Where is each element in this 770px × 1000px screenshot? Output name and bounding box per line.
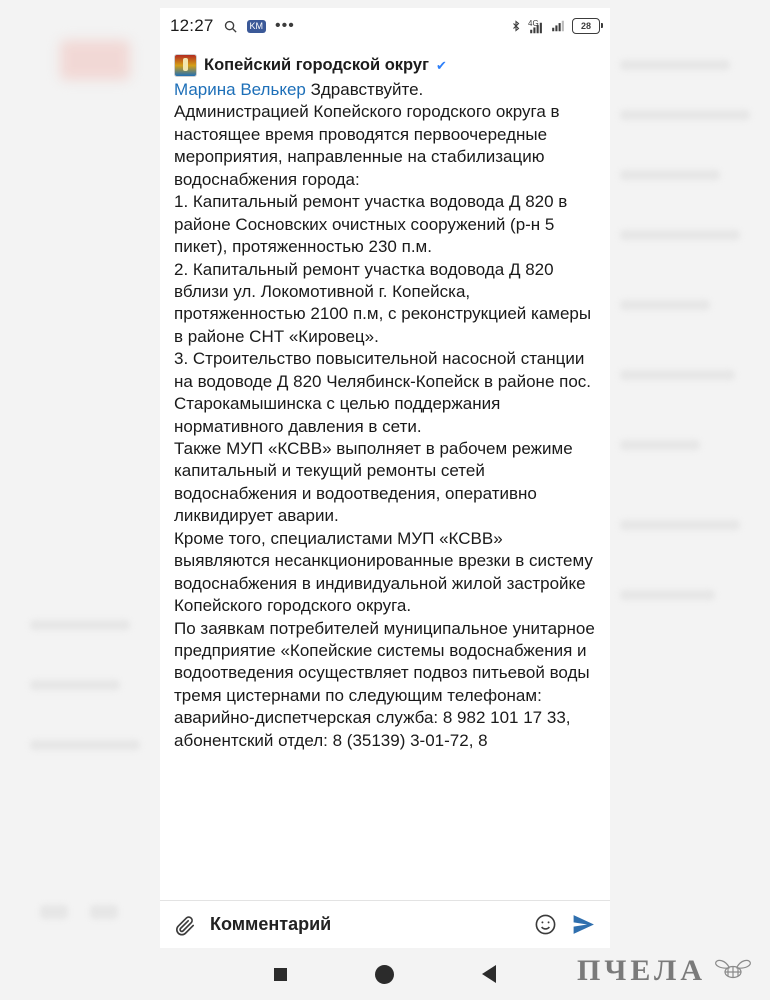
status-bar-left (170, 16, 295, 36)
background-bar (620, 110, 750, 120)
comment-input[interactable]: Комментарий (210, 914, 332, 934)
post-content (160, 44, 610, 900)
background-bar (30, 740, 140, 750)
post-paragraph-3: 2. Капитальный ремонт участка водовода Д 820 вблизи ул. Локомотивной г. Копейска, протяженностью 2100 п.м, с реконструкцией камеры в районе СНТ «Кировец». (174, 259, 592, 346)
background-bar (620, 60, 730, 70)
post-paragraph-8: абонентский отдел: 8 (35139) 3-01-72, 8 (174, 730, 488, 750)
comment-bar (160, 900, 610, 948)
status-bar (160, 8, 610, 44)
bee-icon (712, 956, 754, 987)
post-paragraph-2: 1. Капитальный ремонт участка водовода Д 820 в районе Сосновских очистных сооружений (р-н 5 пикет), протяженностью 230 п.м. (174, 192, 568, 257)
news-badge-label: KM (249, 20, 264, 31)
background-bar (620, 370, 735, 380)
search-icon[interactable] (223, 19, 238, 34)
watermark-text: ПЧЕЛА (577, 954, 706, 987)
battery-level-label: 28 (580, 21, 591, 31)
post-paragraph-7: По заявкам потребителей муниципальное унитарное предприятие «Копейские системы водоснабжения и водоотведения осуществляет подвоз питьевой воды тремя цистернами по следующим телефонам: аварийно-диспетчерская служба: 8 982 101 17 33, (174, 618, 595, 728)
back-triangle-icon[interactable] (482, 965, 496, 983)
background-bar (620, 300, 710, 310)
status-time: 12:27 (170, 16, 214, 35)
background-bar (620, 590, 715, 600)
background-bar (30, 680, 120, 690)
background-bar (620, 440, 700, 450)
post-paragraph-1: Администрацией Копейского городского округа в настоящее время проводятся первоочередные мероприятия, направленные на стабилизацию водоснабжения города: (174, 102, 560, 189)
post-header[interactable] (174, 54, 596, 77)
android-nav-bar (160, 948, 610, 1000)
smiley-icon[interactable] (534, 913, 557, 936)
more-horizontal-icon[interactable]: ••• (275, 17, 295, 34)
post-paragraph-text: Здравствуйте. (310, 80, 424, 99)
bluetooth-icon (510, 18, 522, 34)
background-bar (30, 620, 130, 630)
paperclip-icon[interactable] (174, 914, 196, 936)
background-bar (40, 905, 68, 919)
background-card (60, 40, 130, 80)
post-paragraph-5: Также МУП «КСВВ» выполняет в рабочем режиме капитальный и текущий ремонты сетей водоснабжения и водоотведения, оперативно ликвидирует аварии. (174, 439, 573, 526)
send-icon[interactable] (571, 912, 596, 937)
background-bar (620, 230, 740, 240)
verified-badge-icon: ✔ (435, 58, 447, 73)
network-type-label: 4G (528, 19, 539, 28)
recents-square-icon[interactable] (274, 968, 287, 981)
post-paragraph-4: 3. Строительство повысительной насосной станции на водоводе Д 820 Челябинск-Копейск в районе пос. Старокамышинска с целью поддержания нормативного давления в сети. (174, 349, 592, 436)
mention-link[interactable]: Марина Велькер (174, 80, 306, 99)
page-title: Копейский городской округ (204, 56, 429, 74)
post-text (174, 79, 596, 752)
post-paragraph-6: Кроме того, специалистами МУП «КСВВ» выявляются несанкционированные врезки в систему водоснабжения в индивидуальной жилой застройке Копейского городского округа. (174, 528, 593, 616)
watermark (577, 954, 754, 988)
content-fade (160, 874, 610, 900)
phone-screenshot (160, 8, 610, 948)
status-bar-right (510, 17, 600, 35)
background-bar (90, 905, 118, 919)
news-badge-icon (247, 20, 267, 33)
community-avatar (174, 54, 197, 77)
background-bar (620, 170, 720, 180)
background-bar (620, 520, 740, 530)
post-paragraph-0 (174, 79, 596, 101)
signal-bars-icon (528, 17, 544, 35)
signal-bars-icon-secondary (550, 19, 566, 33)
battery-icon (572, 18, 600, 34)
home-circle-icon[interactable] (375, 965, 394, 984)
